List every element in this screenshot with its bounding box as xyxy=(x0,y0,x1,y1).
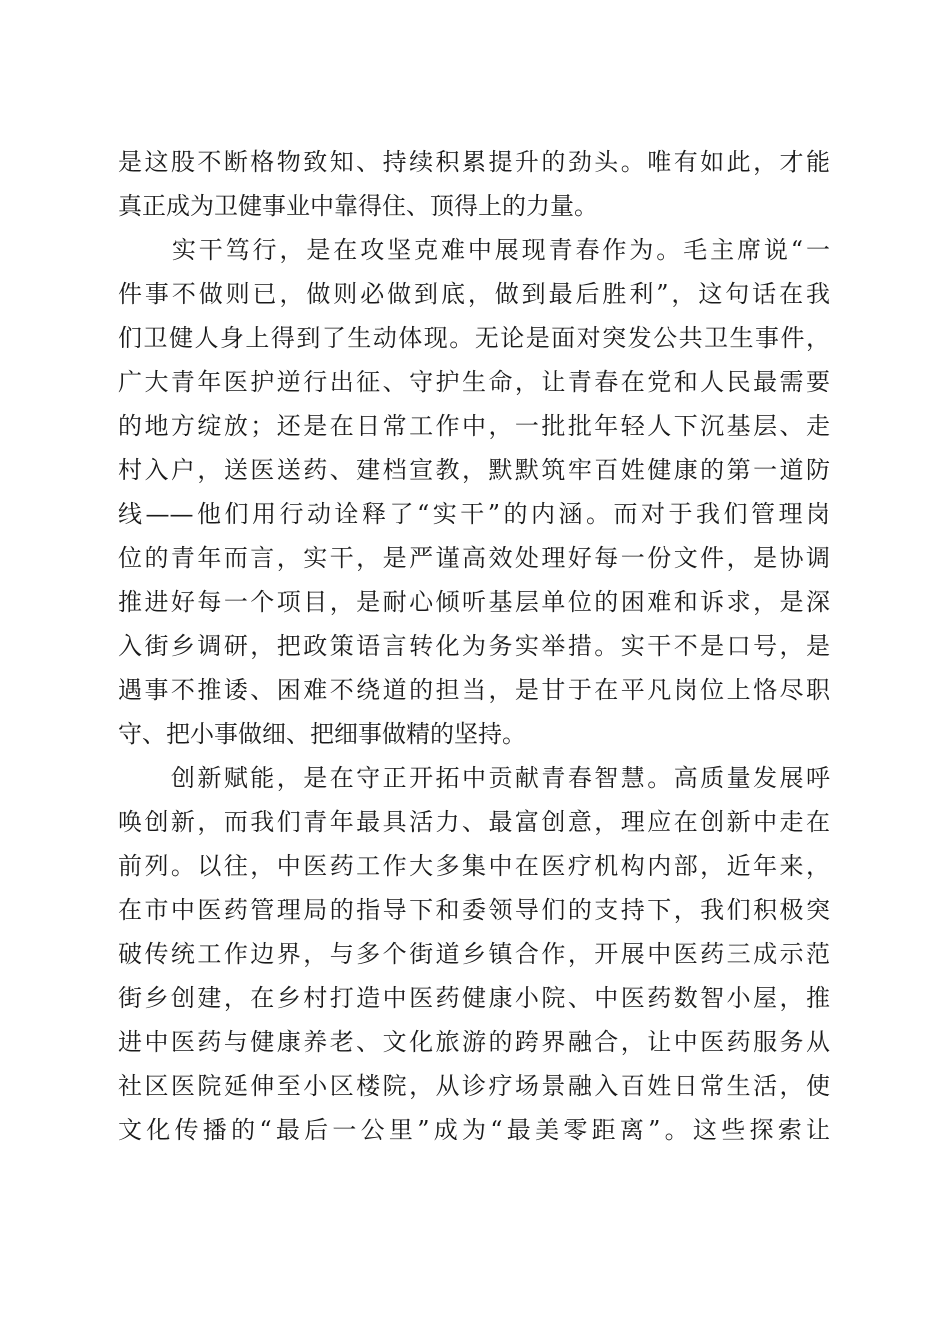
text-line: 的地方绽放；还是在日常工作中，一批批年轻人下沉基层、走 xyxy=(118,412,830,440)
paragraph xyxy=(118,140,830,228)
paragraph xyxy=(118,228,830,756)
text-line: 线——他们用行动诠释了“实干”的内涵。而对于我们管理岗 xyxy=(118,500,830,528)
text-line: 前列。以往，中医药工作大多集中在医疗机构内部，近年来， xyxy=(118,852,830,880)
text-line: 位的青年而言，实干，是严谨高效处理好每一份文件，是协调 xyxy=(118,544,830,572)
text-line: 件事不做则已，做则必做到底，做到最后胜利”，这句话在我 xyxy=(118,280,830,308)
text-line: 破传统工作边界，与多个街道乡镇合作，开展中医药三成示范 xyxy=(118,940,830,968)
text-line: 遇事不推诿、困难不绕道的担当，是甘于在平凡岗位上恪尽职 xyxy=(118,676,830,704)
text-line: 入街乡调研，把政策语言转化为务实举措。实干不是口号，是 xyxy=(118,632,830,660)
text-line: 进中医药与健康养老、文化旅游的跨界融合，让中医药服务从 xyxy=(118,1028,830,1056)
text-line: 社区医院延伸至小区楼院，从诊疗场景融入百姓日常生活，使 xyxy=(118,1072,830,1100)
text-line: 唤创新，而我们青年最具活力、最富创意，理应在创新中走在 xyxy=(118,808,830,836)
paragraph xyxy=(118,756,830,1152)
text-line: 广大青年医护逆行出征、守护生命，让青春在党和人民最需要 xyxy=(118,368,830,396)
text-line: 实干笃行，是在攻坚克难中展现青春作为。毛主席说“一 xyxy=(118,236,830,264)
text-line: 在市中医药管理局的指导下和委领导们的支持下，我们积极突 xyxy=(118,896,830,924)
text-line: 文化传播的“最后一公里”成为“最美零距离”。这些探索让 xyxy=(118,1116,830,1144)
text-line: 是这股不断格物致知、持续积累提升的劲头。唯有如此，才能 xyxy=(118,148,830,176)
text-line: 创新赋能，是在守正开拓中贡献青春智慧。高质量发展呼 xyxy=(118,764,830,792)
text-line: 街乡创建，在乡村打造中医药健康小院、中医药数智小屋，推 xyxy=(118,984,830,1012)
text-line: 守、把小事做细、把细事做精的坚持。 xyxy=(118,720,526,748)
text-line: 村入户，送医送药、建档宣教，默默筑牢百姓健康的第一道防 xyxy=(118,456,830,484)
text-line: 真正成为卫健事业中靠得住、顶得上的力量。 xyxy=(118,192,598,220)
body-text xyxy=(118,140,830,1152)
text-line: 推进好每一个项目，是耐心倾听基层单位的困难和诉求，是深 xyxy=(118,588,830,616)
text-line: 们卫健人身上得到了生动体现。无论是面对突发公共卫生事件， xyxy=(118,324,830,352)
